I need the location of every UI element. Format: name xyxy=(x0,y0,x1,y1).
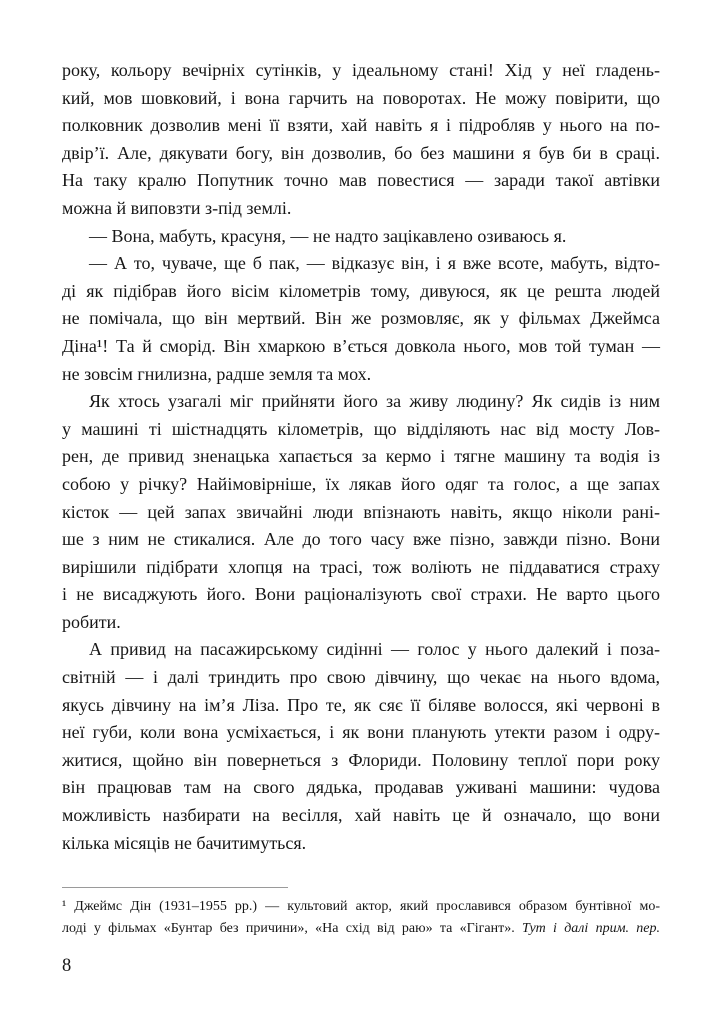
text-line: На таку кралю Попутник точно мав повестися — заради такої автівки xyxy=(62,170,660,191)
text-line: робити. xyxy=(62,611,121,632)
footnote-line-2 xyxy=(62,918,660,940)
paragraph xyxy=(62,57,660,223)
text-line: року, кольору вечірніх сутінків, у ідеальному стані! Хід у неї гладень- xyxy=(62,60,660,80)
text-line: житися, щойно він повернеться з Флориди. Половину теплої пори року xyxy=(62,749,660,770)
body-text xyxy=(62,57,660,857)
text-line: якусь дівчину на ім’я Ліза. Про те, як сяє її біляве волосся, які червоні в xyxy=(62,694,660,715)
page-number: 8 xyxy=(62,956,72,977)
text-line: кісток — цей запах звичайні люди впізнають навіть, якщо ніколи рані- xyxy=(62,501,660,522)
text-line: собою у річку? Найімовірніше, їх лякав його одяг та голос, а ще запах xyxy=(62,473,660,494)
text-line: рен, де привид зненацька хапається за кермо і тягне машину та водія із xyxy=(62,446,660,467)
paragraph xyxy=(62,636,660,857)
text-line: вирішили підібрати хлопця на трасі, тож воліють не піддаватися страху xyxy=(62,556,660,577)
footnote-divider xyxy=(62,887,288,888)
footnote-translator-note: Тут і далі прим. пер. xyxy=(522,920,660,936)
text-line: ше з ним не стикалися. Але до того часу вже пізно, завжди пізно. Вони xyxy=(62,529,660,550)
text-line: і не висаджують його. Вони раціоналізують свої страхи. Не варто цього xyxy=(62,584,660,605)
paragraph xyxy=(62,388,660,636)
text-line: можна й виповзти з-під землі. xyxy=(62,197,292,218)
text-line: двір’ї. Але, дякувати богу, він дозволив, бо без машини я був би в сраці. xyxy=(62,142,660,163)
text-line: — А то, чуваче, ще б пак, — відказує він, і я вже всоте, мабуть, відто- xyxy=(89,253,660,274)
text-line: — Вона, мабуть, красуня, — не надто зацікавлено озиваюсь я. xyxy=(89,225,567,246)
footnote xyxy=(62,896,660,939)
text-line: у машині ті шістнадцять кілометрів, що відділяють нас від мосту Лов- xyxy=(62,418,660,439)
text-line: Діна¹! Та й сморід. Він хмаркою в’ється довкола нього, мов той туман — xyxy=(62,335,660,356)
text-line: кий, мов шовковий, і вона гарчить на поворотах. Не можу повірити, що xyxy=(62,87,660,108)
text-line: світній — і далі триндить про свою дівчину, що чекає на нього вдома, xyxy=(62,667,660,688)
text-line: Як хтось узагалі міг прийняти його за живу людину? Як сидів із ним xyxy=(89,391,660,412)
paragraph xyxy=(62,250,660,388)
footnote-line-1: ¹ Джеймс Дін (1931–1955 рр.) — культовий актор, який прославився образом бунтівної мо- xyxy=(62,899,660,915)
footnote-text: лоді у фільмах «Бунтар без причини», «На схід від раю» та «Гігант». xyxy=(62,920,522,936)
text-line: неї губи, коли вона усміхається, і як вони планують утекти разом і одру- xyxy=(62,722,660,743)
text-line: полковник дозволив мені її взяти, хай навіть я і підробляв у нього на по- xyxy=(62,115,660,136)
paragraph xyxy=(62,223,660,251)
text-line: не помічала, що він мертвий. Він же розмовляє, як у фільмах Джеймса xyxy=(62,308,660,329)
text-line: можливість назбирати на весілля, хай навіть це й означало, що вони xyxy=(62,805,660,826)
text-line: він працював там на свого дядька, продавав уживані машини: чудова xyxy=(62,777,660,798)
text-line: не зовсім гнилизна, радше земля та мох. xyxy=(62,363,372,384)
text-line: А привид на пасажирському сидінні — голос у нього далекий і поза- xyxy=(89,639,660,660)
text-line: ді як підібрав його вісім кілометрів тому, дивуюся, як це решта людей xyxy=(62,280,660,301)
text-line: кілька місяців не бачитимуться. xyxy=(62,832,307,853)
